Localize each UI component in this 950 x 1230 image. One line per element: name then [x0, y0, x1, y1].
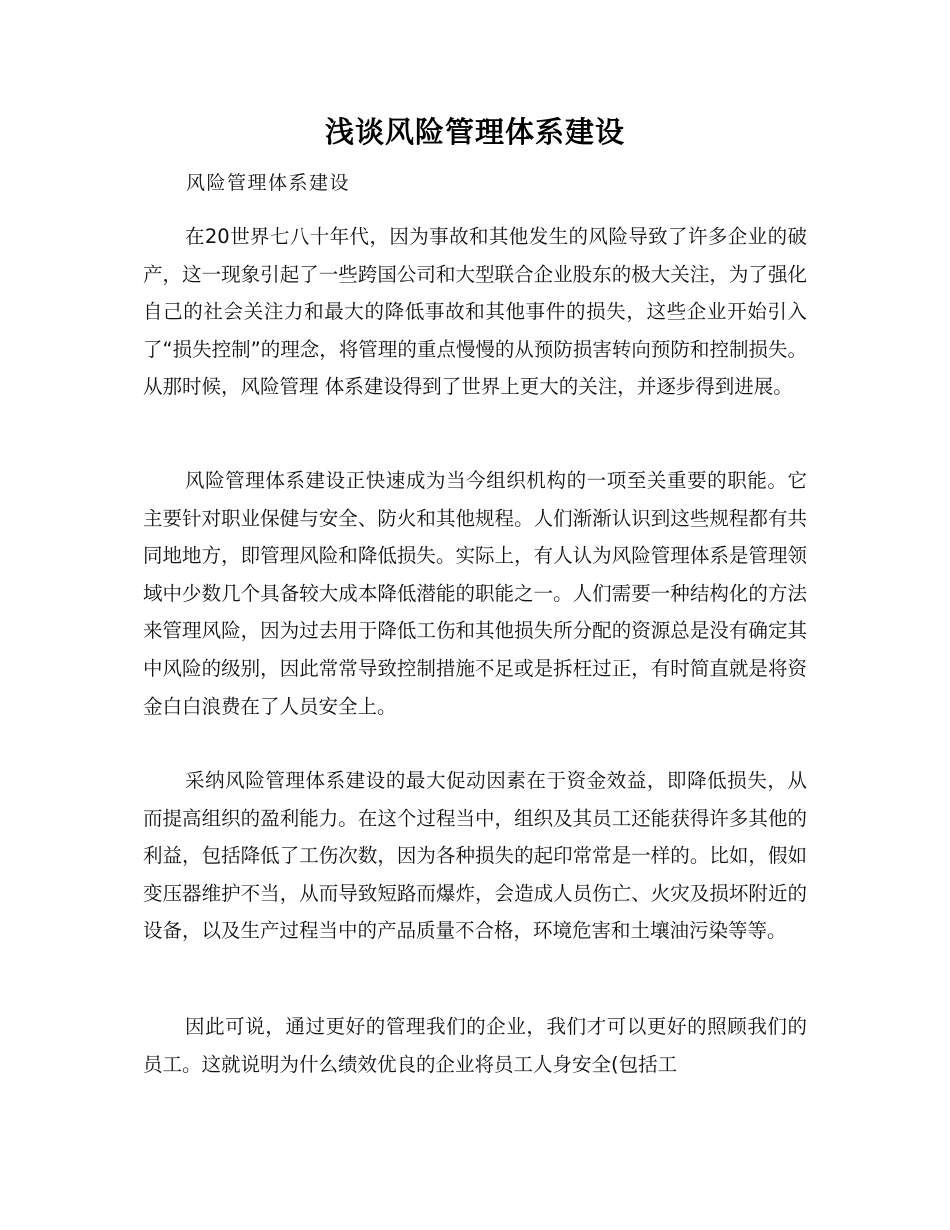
document-subtitle: 风险管理体系建设 — [186, 172, 351, 194]
paragraph: 因此可说，通过更好的管理我们的企业，我们才可以更好的照顾我们的员工。这就说明为什么绩效优良的企业将员工人身安全(包括工 — [143, 1015, 807, 1076]
document-title: 浅谈风险管理体系建设 — [324, 115, 625, 149]
paragraph: 风险管理体系建设正快速成为当今组织机构的一项至关重要的职能。它主要针对职业保健与安全、防火和其他规程。人们渐渐认识到这些规程都有共同地地方，即管理风险和降低损失。实际上，有人认为风险管理体系是管理领域中少数几个具备较大成本降低潜能的职能之一。人们需要一种结构化的方法来管理风险，因为过去用于降低工伤和其他损失所分配的资源总是没有确定其中风险的级别，因此常常导致控制措施不足或是拆枉过正，有时简直就是将资金白白浪费在了人员安全上。 — [143, 469, 807, 718]
paragraph: 在20世界七八十年代，因为事故和其他发生的风险导致了许多企业的破产，这一现象引起了一些跨国公司和大型联合企业股东的极大关注，为了强化自己的社会关注力和最大的降低事故和其他事件的损失，这些企业开始引入了“损失控制”的理念，将管理的重点慢慢的从预防损害转向预防和控制损失。从那时候，风险管理 体系建设得到了世界上更大的关注，并逐步得到进展。 — [143, 225, 807, 399]
paragraph: 采纳风险管理体系建设的最大促动因素在于资金效益，即降低损失，从而提高组织的盈利能力。在这个过程当中，组织及其员工还能获得许多其他的利益，包括降低了工伤次数，因为各种损失的起印常常是一样的。比如，假如变压器维护不当，从而导致短路而爆炸，会造成人员伤亡、火灾及损坏附近的设备，以及生产过程当中的产品质量不合格，环境危害和土壤油污染等等。 — [143, 769, 807, 943]
